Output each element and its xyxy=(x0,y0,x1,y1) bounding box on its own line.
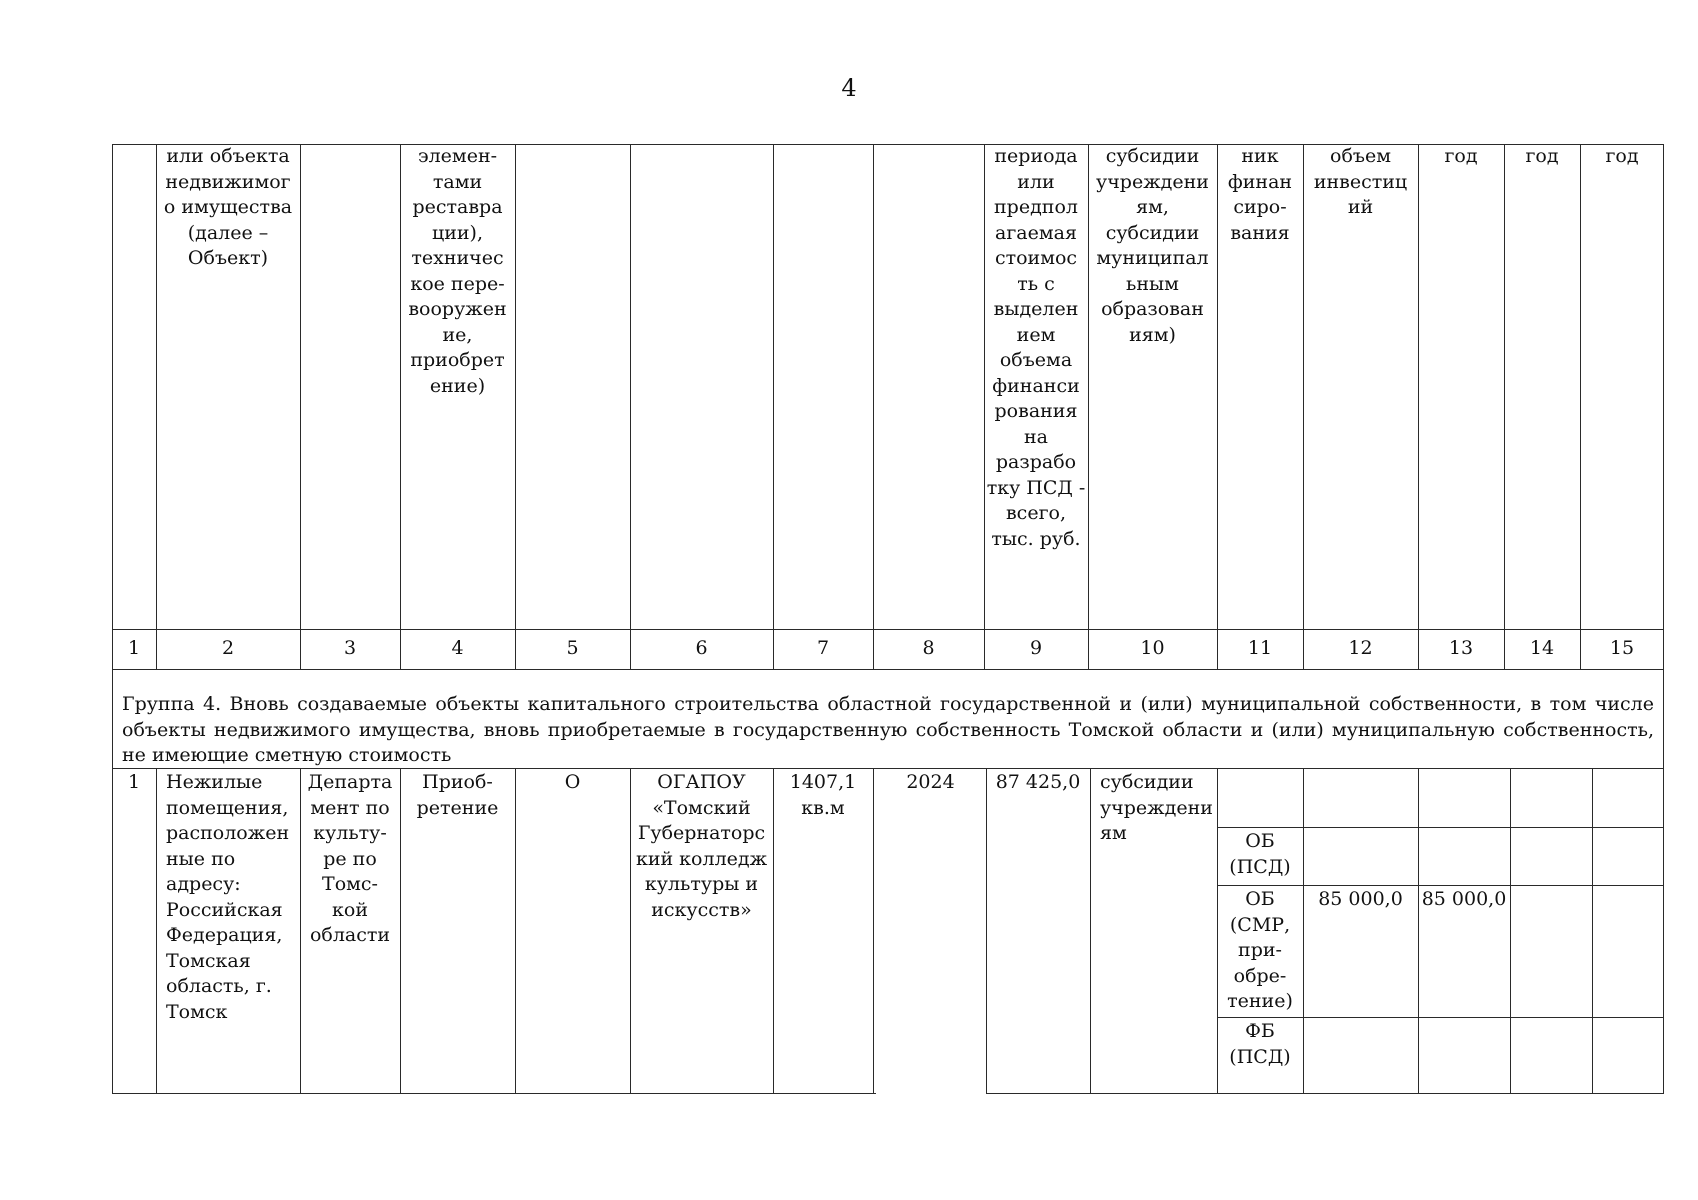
header-cell-15: год xyxy=(1605,145,1639,167)
year: 2024 xyxy=(906,771,955,793)
row-col-divider-11 xyxy=(1303,768,1304,1094)
col-number: 4 xyxy=(451,637,464,660)
page-number: 4 xyxy=(841,74,857,102)
row-col-divider-4 xyxy=(515,768,516,1094)
funding-form: субсидии учреждени ям xyxy=(1100,771,1213,844)
recipient: ОГАПОУ «Томский Губернаторс кий колледж культуры и искусств» xyxy=(635,771,768,921)
col-number: 10 xyxy=(1140,637,1165,660)
col-number: 2 xyxy=(221,637,235,660)
table-border-bottom-left xyxy=(112,1093,876,1094)
col-divider-2 xyxy=(300,144,301,669)
year-13-value: 85 000,0 xyxy=(1421,888,1507,910)
header-cell-11: ник финан сиро- вания xyxy=(1227,145,1293,244)
numbers-divider xyxy=(112,669,1664,670)
col-number: 7 xyxy=(816,637,830,660)
col-divider-7 xyxy=(873,144,874,669)
col-divider-12 xyxy=(1418,144,1419,669)
row-col-divider-12 xyxy=(1418,768,1419,1094)
source-divider-1 xyxy=(1217,827,1664,828)
header-cell-9: периода или предпол агаемая стоимос ть с выделен ием объема финанси рования на разрабо тку ПСД - всего, тыс. руб. xyxy=(986,145,1086,550)
row-col-divider-14 xyxy=(1592,768,1593,1094)
funding-source xyxy=(1217,770,1303,827)
header-cell-4: элемен- тами реставра ции), техничес кое пере- вооружен ие, приобрет ение) xyxy=(408,145,507,397)
col-number: 6 xyxy=(695,637,708,660)
source-divider-2 xyxy=(1217,885,1664,886)
col-divider-13 xyxy=(1504,144,1505,669)
object-name: Нежилые помещения, расположен ные по адресу: Российская Федерация, Томская область, г. Томск xyxy=(166,771,290,1023)
investment-table xyxy=(112,144,1664,1094)
header-cell-2: или объекта недвижимог о имущества (далее – Объект) xyxy=(163,145,293,269)
row-col-divider-8 xyxy=(986,768,987,1094)
customer: Департа мент по культу- ре по Томс- кой области xyxy=(307,771,393,946)
header-cell-12: объем инвестиц ий xyxy=(1313,145,1408,218)
col-number: 15 xyxy=(1609,637,1635,660)
estimated-cost: 87 425,0 xyxy=(995,771,1081,793)
status: О xyxy=(564,771,581,793)
funding-source: ОБ (СМР, при- обре- тение) xyxy=(1227,888,1293,1012)
table-border-bottom-right xyxy=(986,1093,1664,1094)
header-cell-13: год xyxy=(1444,145,1478,167)
row-col-divider-7 xyxy=(873,768,874,1094)
funding-source: ФБ (ПСД) xyxy=(1229,1020,1291,1068)
source-divider-3 xyxy=(1217,1017,1664,1018)
col-divider-6 xyxy=(773,144,774,669)
col-divider-14 xyxy=(1580,144,1581,669)
capacity: 1407,1 кв.м xyxy=(789,771,857,819)
col-number: 5 xyxy=(566,637,579,660)
table-border-left xyxy=(112,144,113,1094)
investment-volume: 85 000,0 xyxy=(1318,888,1403,910)
col-number: 8 xyxy=(922,637,935,660)
col-number: 11 xyxy=(1247,637,1273,660)
col-number: 13 xyxy=(1448,637,1474,660)
col-number: 9 xyxy=(1029,637,1043,660)
row-number: 1 xyxy=(127,771,141,793)
funding-source: ОБ (ПСД) xyxy=(1229,830,1291,878)
header-cell-14: год xyxy=(1525,145,1559,167)
col-number: 1 xyxy=(127,637,141,660)
row-col-divider-13 xyxy=(1510,768,1511,1094)
group-title: Группа 4. Вновь создаваемые объекты капитального строительства областной государственной и (или) муниципальной собственности, в том числе объекты недвижимого имущества, вновь приобретаемые в государственную собственность Томской области и (или) муниципальную собственность, не имеющие сметную стоимость xyxy=(122,693,1654,766)
col-number: 14 xyxy=(1529,637,1555,660)
col-number: 12 xyxy=(1348,637,1373,660)
table-border-right xyxy=(1663,144,1664,1094)
investment-type: Приоб- ретение xyxy=(416,771,499,819)
header-cell-10: субсидии учреждени ям, субсидии муниципал ьным образован иям) xyxy=(1096,145,1209,346)
col-divider-11 xyxy=(1303,144,1304,669)
col-number: 3 xyxy=(343,637,357,660)
col-divider-4 xyxy=(515,144,516,669)
col-divider-5 xyxy=(630,144,631,669)
